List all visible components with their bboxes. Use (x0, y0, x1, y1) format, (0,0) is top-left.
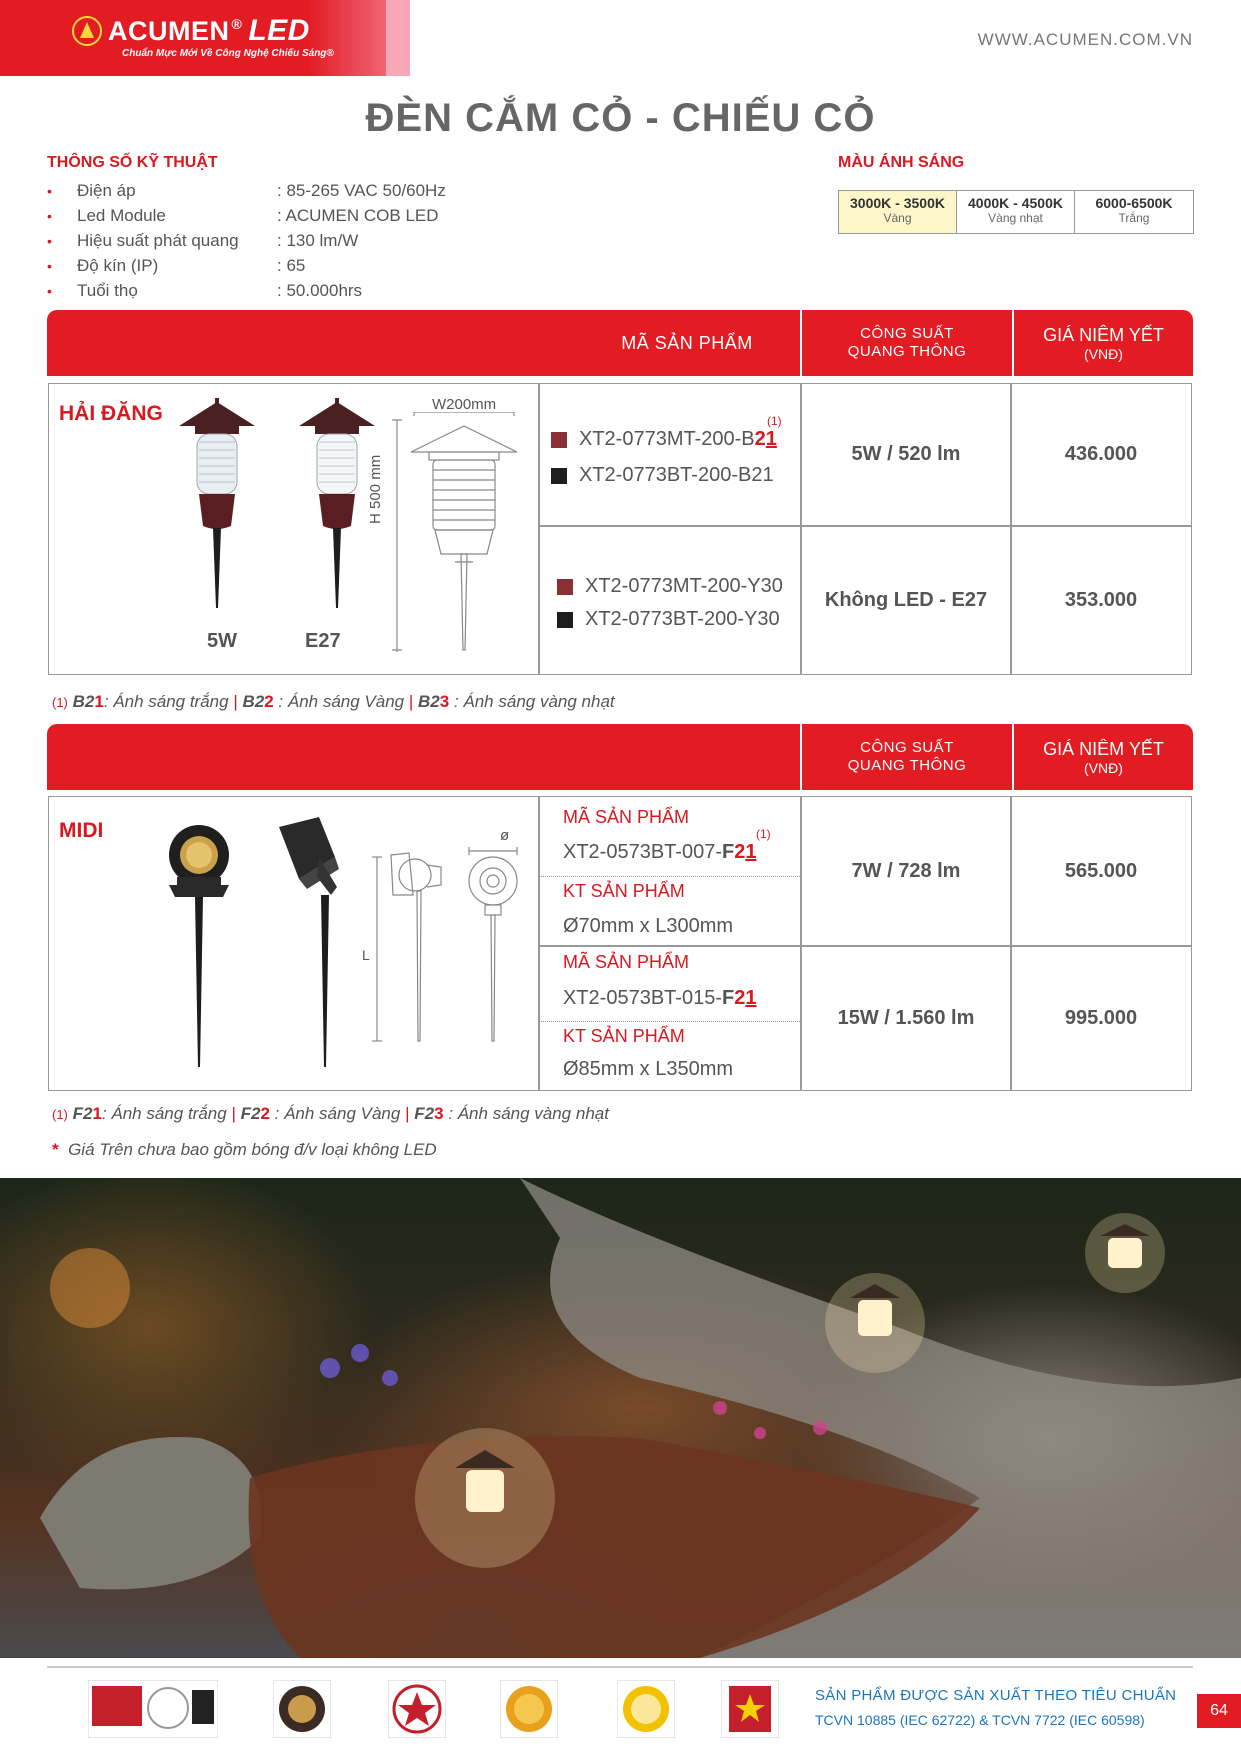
spec-row: • Điện áp : 85-265 VAC 50/60Hz (47, 180, 446, 200)
product-name: MIDI (59, 819, 104, 842)
price-note: * Giá Trên chưa bao gồm bóng đ/v loại không LED (52, 1140, 437, 1159)
footnote-midi: (1) F21: Ánh sáng trắng | F22 : Ánh sáng Vàng | F23 : Ánh sáng vàng nhạt (52, 1104, 609, 1123)
product-photo-hai-dang (169, 398, 399, 608)
header-price: GIÁ NIÊM YẾT (VNĐ) (1043, 738, 1164, 776)
product-size: Ø85mm x L350mm (563, 1058, 734, 1080)
product-code: XT2-0573BT-007- F 2 1 (563, 841, 757, 863)
product-code: XT2-0773BT-200-B21 (551, 464, 774, 487)
spec-heading: THÔNG SỐ KỸ THUẬT (47, 154, 218, 171)
brand-award-badge-icon (500, 1680, 558, 1738)
color-cell-neutral: 4000K - 4500K Vàng nhạt (957, 191, 1075, 233)
brand-logo: ACUMEN ® LED (72, 14, 310, 48)
iso-badge-icon (88, 1680, 218, 1738)
spotlight-front-icon (169, 825, 229, 1067)
certification-standards: TCVN 10885 (IEC 62722) & TCVN 7722 (IEC 60598) (815, 1712, 1145, 1728)
product-table-midi (48, 796, 1192, 1091)
price-value: 565.000 (1064, 859, 1138, 882)
table-header-midi (47, 724, 1193, 790)
page-title: ĐÈN CẮM CỎ - CHIẾU CỎ (365, 96, 876, 140)
dimension-height: H 500 mm (367, 454, 384, 524)
brand-tagline: Chuẩn Mực Mới Về Công Nghệ Chiếu Sáng® (122, 48, 334, 59)
dimension-length: L (362, 947, 370, 963)
spec-row: • Độ kín (IP) : 65 (47, 255, 306, 275)
lamp-5w-icon (179, 398, 255, 608)
color-cell-warm: 3000K - 3500K Vàng (839, 191, 957, 233)
star-award-badge-icon (388, 1680, 446, 1738)
gold-trust-badge-icon (273, 1680, 331, 1738)
product-code: XT2-0773MT-200-Y30 (557, 575, 783, 598)
garden-scene-image (0, 1178, 1241, 1658)
power-value: 7W / 728 lm (851, 859, 961, 882)
well-known-badge-icon (617, 1680, 675, 1738)
vietnam-award-badge-icon (721, 1680, 779, 1738)
spotlight-side-icon (279, 817, 339, 1067)
technical-drawing-hai-dang (389, 412, 529, 652)
product-code: XT2-0773BT-200-Y30 (557, 608, 780, 631)
power-value: 5W / 520 lm (851, 443, 961, 465)
certification-heading: SẢN PHẨM ĐƯỢC SẢN XUẤT THEO TIÊU CHUẨN (815, 1687, 1177, 1704)
product-code: XT2-0773MT-200- B 2 1 (551, 428, 777, 451)
page-number: 64 (1197, 1694, 1241, 1728)
power-value: Không LED - E27 (824, 589, 988, 611)
logo-mark-icon (72, 16, 102, 46)
header-power: CÔNG SUẤT QUANG THÔNG (847, 739, 967, 774)
product-size: Ø70mm x L300mm (563, 915, 734, 937)
color-cell-white: 6000-6500K Trắng (1095, 195, 1173, 225)
power-value: 15W / 1.560 lm (837, 1007, 975, 1029)
product-code: XT2-0573BT-015- F 2 1 (563, 987, 757, 1009)
color-swatch-black (557, 612, 573, 628)
size-label: KT SẢN PHẨM (563, 881, 685, 901)
brand-led: LED (248, 14, 310, 47)
footnote-hai-dang: (1) B21: Ánh sáng trắng | B22 : Ánh sáng Vàng | B23 : Ánh sáng vàng nhạt (52, 692, 615, 711)
spec-row: • Hiệu suất phát quang : 130 lm/W (47, 230, 359, 250)
color-swatch-maroon (557, 579, 573, 595)
price-value: 995.000 (1064, 1007, 1138, 1029)
spec-row: • Led Module : ACUMEN COB LED (47, 205, 439, 225)
code-label: MÃ SẢN PHẨM (563, 807, 690, 827)
table-header-hai-dang (47, 310, 1193, 376)
color-swatch-maroon (551, 432, 567, 448)
light-color-table (838, 190, 1194, 234)
footnote-marker: (1) (767, 414, 782, 428)
footer-divider (47, 1666, 1193, 1668)
footnote-marker: (1) (756, 827, 771, 841)
color-swatch-black (551, 468, 567, 484)
header-price: GIÁ NIÊM YẾT (VNĐ) (1043, 324, 1164, 362)
header-code: MÃ SẢN PHẨM (621, 332, 753, 353)
header-power: CÔNG SUẤT QUANG THÔNG (847, 325, 967, 360)
spec-row: • Tuổi thọ : 50.000hrs (47, 280, 363, 300)
website-link[interactable]: WWW.ACUMEN.COM.VN (977, 30, 1193, 49)
code-label: MÃ SẢN PHẨM (563, 952, 690, 972)
size-label: KT SẢN PHẨM (563, 1026, 685, 1046)
spec-list (47, 178, 446, 303)
product-photo-midi (139, 817, 379, 1067)
dimension-width: W200mm (432, 396, 497, 413)
technical-drawing-midi (369, 845, 529, 1045)
price-value: 353.000 (1064, 589, 1138, 611)
price-value: 436.000 (1064, 443, 1138, 465)
variant-label-5w: 5W (207, 630, 237, 652)
product-name: HẢI ĐĂNG (59, 402, 163, 425)
product-table-hai-dang (48, 383, 1192, 675)
dimension-diameter: ø (500, 827, 510, 844)
lamp-e27-icon (299, 398, 375, 608)
brand-name: ACUMEN (108, 15, 230, 46)
garden-photo (0, 1178, 1241, 1658)
variant-label-e27: E27 (305, 630, 341, 652)
light-color-heading: MÀU ÁNH SÁNG (838, 154, 965, 171)
